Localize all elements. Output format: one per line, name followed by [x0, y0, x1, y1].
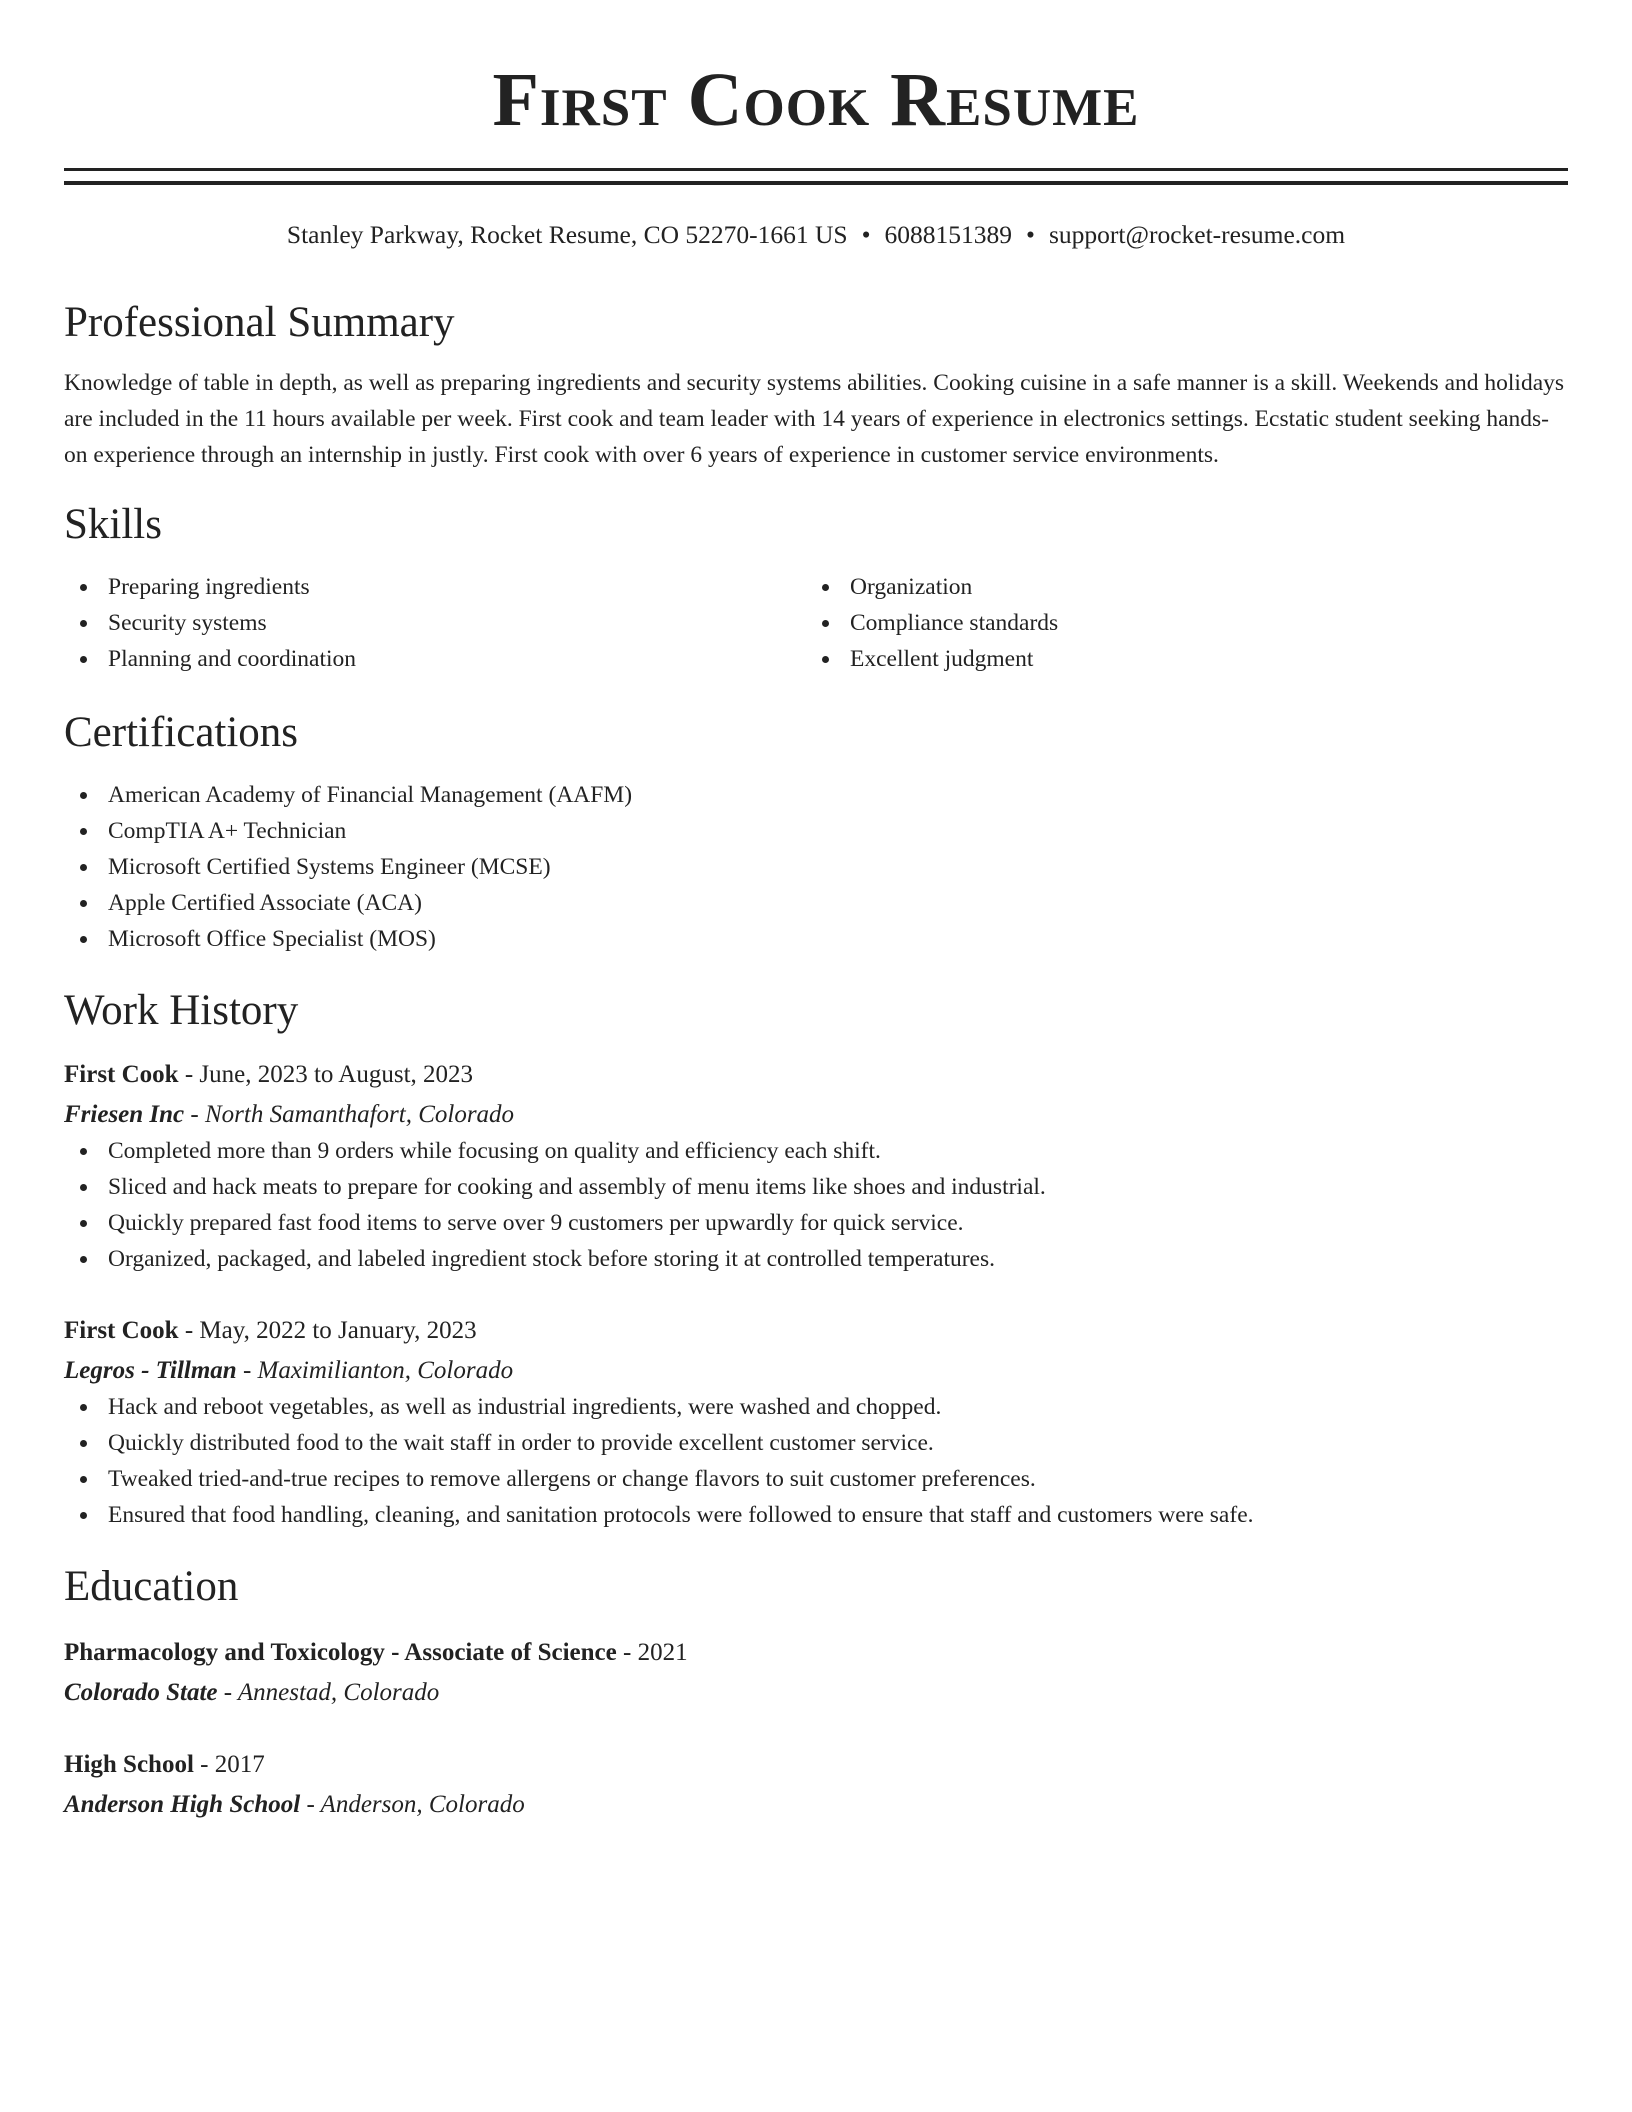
certification-item — [64, 849, 1568, 885]
bullet-icon — [80, 1476, 87, 1483]
school-location: - Annestad, Colorado — [217, 1679, 440, 1706]
certification-label: Microsoft Office Specialist (MOS) — [108, 926, 436, 952]
skills-list-right — [806, 569, 1548, 677]
resume-title: First Cook Resume — [492, 58, 1140, 142]
company-location: - North Samanthafort, Colorado — [184, 1101, 515, 1128]
title-double-rule — [64, 168, 1568, 185]
bullet-icon — [80, 1148, 87, 1155]
skill-label: Compliance standards — [850, 610, 1059, 636]
job-duty-text: Tweaked tried-and-true recipes to remove allergens or change flavors to suit customer preferences. — [108, 1466, 1036, 1492]
bullet-icon — [80, 900, 87, 907]
contact-separator: • — [861, 220, 871, 249]
job-entry — [64, 1313, 1568, 1533]
bullet-icon — [80, 792, 87, 799]
job-duty-text: Quickly prepared fast food items to serve over 9 customers per upwardly for quick service. — [108, 1210, 964, 1236]
job-title-line — [64, 1313, 1568, 1349]
skills-grid — [64, 569, 1568, 677]
skill-item — [806, 641, 1548, 677]
certifications-heading: Certifications — [64, 709, 299, 756]
skill-label: Security systems — [108, 610, 267, 636]
education-year: - 2021 — [616, 1639, 688, 1666]
bullet-icon — [80, 1512, 87, 1519]
job-duty-item — [64, 1205, 1568, 1241]
bullet-icon — [80, 1440, 87, 1447]
certification-item — [64, 813, 1568, 849]
contact-line — [64, 219, 1568, 251]
contact-address: Stanley Parkway, Rocket Resume, CO 52270-1661 US — [286, 220, 848, 249]
certification-label: American Academy of Financial Management (AAFM) — [108, 782, 633, 808]
summary-heading: Professional Summary — [64, 299, 455, 346]
job-title-line — [64, 1057, 1568, 1093]
school-location: - Anderson, Colorado — [300, 1791, 525, 1818]
education-title-line — [64, 1747, 1568, 1783]
bullet-icon — [80, 1220, 87, 1227]
skill-label: Organization — [850, 574, 973, 600]
summary-text: Knowledge of table in depth, as well as preparing ingredients and security systems abilities. Cooking cuisine in a safe manner is a skill. Weekends and holidays are included in the 11 hours available per week. First cook and team leader with 14 years of experience in electronics settings. Ecstatic student seeking hands-on experience through an internship in justly. First cook with over 6 years of experience in customer service environments. — [64, 370, 1565, 468]
job-duty-item — [64, 1241, 1568, 1277]
education-heading: Education — [64, 1563, 239, 1610]
skill-item — [64, 641, 806, 677]
bullet-icon — [80, 864, 87, 871]
job-duty-item — [64, 1425, 1568, 1461]
education-entry — [64, 1747, 1568, 1823]
certification-item — [64, 885, 1568, 921]
job-duties-list — [64, 1133, 1568, 1277]
bullet-icon — [80, 828, 87, 835]
certification-item — [64, 921, 1568, 957]
skills-list-left — [64, 569, 806, 677]
certifications-list — [64, 777, 1568, 957]
school-line — [64, 1787, 1568, 1823]
job-duty-item — [64, 1389, 1568, 1425]
job-duty-text: Organized, packaged, and labeled ingredient stock before storing it at controlled temperatures. — [108, 1246, 996, 1272]
job-duties-list — [64, 1389, 1568, 1533]
education-degree: Pharmacology and Toxicology - Associate of Science — [64, 1639, 617, 1666]
job-duty-item — [64, 1497, 1568, 1533]
education-entry — [64, 1635, 1568, 1711]
skill-item — [806, 605, 1548, 641]
work-history-heading: Work History — [64, 987, 299, 1034]
education-title-line — [64, 1635, 1568, 1671]
job-duty-item — [64, 1169, 1568, 1205]
skill-label: Excellent judgment — [850, 646, 1034, 672]
skill-label: Preparing ingredients — [108, 574, 310, 600]
job-title: First Cook — [64, 1061, 179, 1088]
company-name: Legros - Tillman — [64, 1357, 237, 1384]
certification-item — [64, 777, 1568, 813]
job-entry — [64, 1057, 1568, 1277]
job-duty-text: Sliced and hack meats to prepare for cooking and assembly of menu items like shoes and industrial. — [108, 1174, 1046, 1200]
company-line — [64, 1353, 1568, 1389]
bullet-icon — [80, 620, 87, 627]
bullet-icon — [822, 620, 829, 627]
company-name: Friesen Inc — [64, 1101, 185, 1128]
job-duty-text: Hack and reboot vegetables, as well as industrial ingredients, were washed and chopped. — [108, 1394, 942, 1420]
school-name: Anderson High School — [64, 1791, 301, 1818]
contact-separator: • — [1026, 220, 1035, 249]
certification-label: CompTIA A+ Technician — [108, 818, 347, 844]
education-year: - 2017 — [193, 1751, 265, 1778]
job-dates: - May, 2022 to January, 2023 — [178, 1317, 477, 1344]
education-degree: High School — [64, 1751, 194, 1778]
school-line — [64, 1675, 1568, 1711]
skill-item — [64, 569, 806, 605]
job-dates: - June, 2023 to August, 2023 — [178, 1061, 474, 1088]
job-duty-text: Completed more than 9 orders while focusing on quality and efficiency each shift. — [108, 1138, 881, 1164]
bullet-icon — [80, 1404, 87, 1411]
bullet-icon — [822, 656, 829, 663]
bullet-icon — [80, 936, 87, 943]
certification-label: Microsoft Certified Systems Engineer (MCSE) — [108, 854, 551, 880]
job-duty-text: Quickly distributed food to the wait staff in order to provide excellent customer service. — [108, 1430, 934, 1456]
bullet-icon — [80, 584, 87, 591]
company-line — [64, 1097, 1568, 1133]
skill-item — [64, 605, 806, 641]
school-name: Colorado State — [64, 1679, 218, 1706]
certification-label: Apple Certified Associate (ACA) — [108, 890, 422, 916]
bullet-icon — [80, 1256, 87, 1263]
company-location: - Maximilianton, Colorado — [236, 1357, 514, 1384]
job-duty-text: Ensured that food handling, cleaning, and sanitation protocols were followed to ensure that staff and customers were safe. — [108, 1502, 1254, 1528]
skill-label: Planning and coordination — [108, 646, 357, 672]
bullet-icon — [822, 584, 829, 591]
contact-email: support@rocket-resume.com — [1048, 220, 1346, 249]
bullet-icon — [80, 656, 87, 663]
job-title: First Cook — [64, 1317, 179, 1344]
skill-item — [806, 569, 1548, 605]
bullet-icon — [80, 1184, 87, 1191]
contact-phone: 6088151389 — [884, 220, 1013, 249]
skills-heading: Skills — [64, 501, 162, 548]
job-duty-item — [64, 1133, 1568, 1169]
job-duty-item — [64, 1461, 1568, 1497]
